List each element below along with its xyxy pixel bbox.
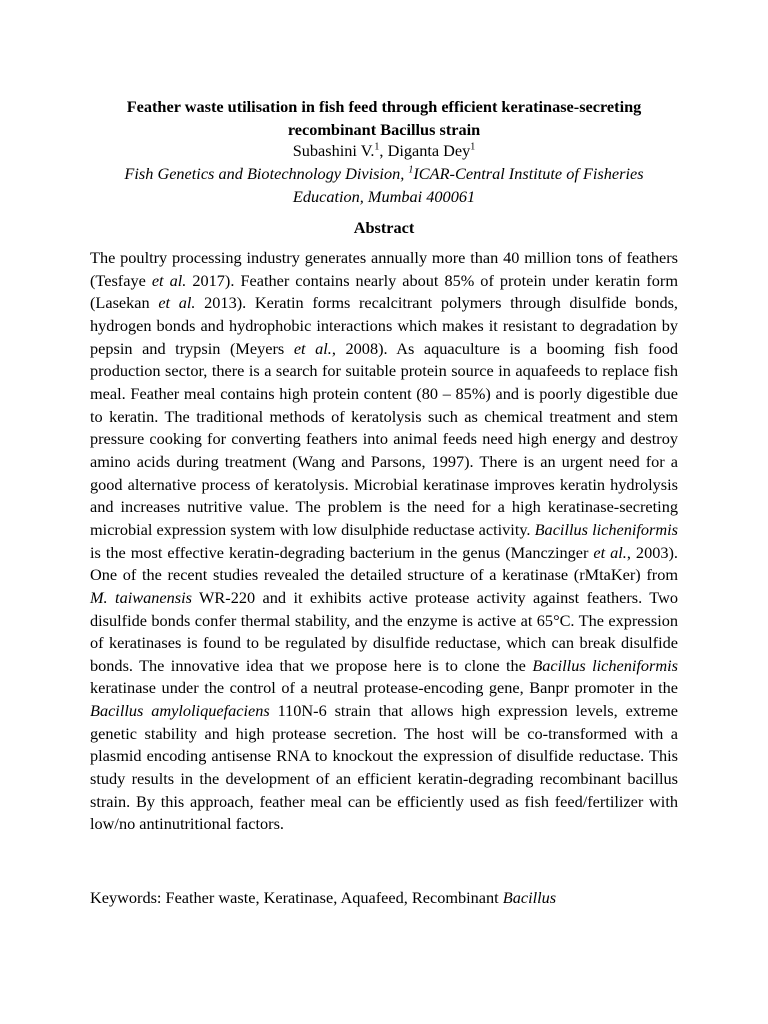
abstract-text: , 2003). One of the recent studies revealed the detailed structure of a keratinase (rMtaKer) from [90,542,678,585]
abstract-italic: Bacillus amyloliquefaciens [90,701,270,721]
abstract-italic: M. taiwanensis [90,587,192,607]
keywords-text: Keywords: Feather waste, Keratinase, Aquafeed, Recombinant [90,888,503,907]
affiliation-division: Fish Genetics and Biotechnology Division [124,164,401,183]
abstract-italic: Bacillus licheniformis [532,655,678,675]
abstract-text: The poultry processing industry generates annually more than 40 million tons of feathers (Tesfaye [90,248,678,290]
author-separator: , [379,141,388,160]
abstract-text: is the most effective keratin-degrading bacterium in the genus (Manczinger [90,542,594,562]
abstract-italic: Bacillus licheniformis [534,519,678,539]
abstract-text: , 2008). As aquaculture is a booming fish food production sector, there is a search for suitable protein source in aquafeeds to replace fish meal. Feather meal contains high protein content (80 – 85%) and is poorly digestible due to keratin. The traditional methods of keratolysis such as chemical treatment and stem pressure cooking for converting feathers into animal feeds need high energy and destroy amino acids during treatment (Wang and Parsons, 1997). There is an urgent need for a good alternative process of keratolysis. Microbial keratinase improves keratin hydrolysis and increases nutritive value. The problem is the need for a high keratinase-secreting microbial expression system with low disulphide reductase activity. [90,338,678,539]
paper-title: Feather waste utilisation in fish feed through efficient keratinase-secreting recombinant Bacillus strain [126,97,642,139]
abstract-text: 2017). Feather contains nearly about 85% of protein under keratin form (Lasekan [90,270,678,313]
abstract-italic: et al. [158,293,196,313]
abstract-body [90,247,678,836]
abstract-italic: et al. [151,270,187,290]
author-affiliation-mark: 1 [374,141,380,153]
abstract-text: WR-220 and it exhibits active protease activity against feathers. Two disulfide bonds confer thermal stability, and the enzyme is active at 65°C. The expression of keratinases is found to be regulated by disulfide reductase, which can break disulfide bonds. The innovative idea that we propose here is to clone the [90,587,678,675]
author-name: Diganta Dey [387,141,471,160]
keywords-italic: Bacillus [502,888,557,907]
keywords-line [90,886,678,909]
abstract-text: 2013). Keratin forms recalcitrant polymers through disulfide bonds, hydrogen bonds and hydrophobic interactions which makes it resistant to degradation by pepsin and trypsin (Meyers [90,293,679,358]
abstract-italic: et al. [593,542,627,562]
affiliation-mark: 1 [408,164,414,176]
author-line [90,139,678,162]
abstract-italic: et al. [293,338,332,358]
affiliation-institute: ICAR-Central Institute of Fisheries Education, Mumbai 400061 [292,164,644,206]
author-name: Subashini V. [292,141,375,160]
author-affiliation-mark: 1 [470,141,476,153]
abstract-text: keratinase under the control of a neutral protease-encoding gene, Banpr promoter in the [90,678,678,698]
abstract-text: 110N-6 strain that allows high expression levels, extreme genetic stability and high protease secretion. The host will be co-transformed with a plasmid encoding antisense RNA to knockout the expression of disulfide reductase. This study results in the development of an efficient keratin-degrading recombinant bacillus strain. By this approach, feather meal can be efficiently used as fish feed/fertilizer with low/no antinutritional factors. [90,701,678,834]
abstract-heading: Abstract [353,218,415,237]
affiliation [90,162,678,208]
affiliation-separator: , [400,164,409,183]
